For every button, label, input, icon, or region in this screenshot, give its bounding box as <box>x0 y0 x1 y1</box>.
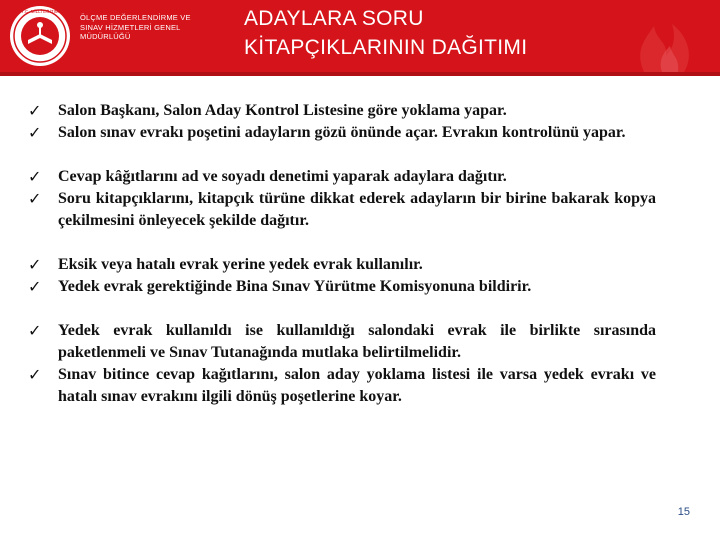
organization-name <box>80 13 230 42</box>
checkmark-icon: ✓ <box>28 255 42 274</box>
title-line: KİTAPÇIKLARININ DAĞITIMI <box>244 36 528 59</box>
checkmark-icon: ✓ <box>28 101 42 120</box>
item-text: Yedek evrak kullanıldı ise kullanıldığı salondaki evrak ile birlikte sırasında paketlenmeli ve Sınav Tutanağında mutlaka belirtilmelidir. <box>58 322 656 361</box>
list-item <box>28 122 656 144</box>
item-text: Sınav bitince cevap kağıtlarını, salon aday yoklama listesi ile varsa yedek evrakı ve hatalı sınav evrakını ilgili dönüş poşetlerine koyar. <box>58 366 656 405</box>
svg-text:T.C. MİLLÎ EĞİTİM: T.C. MİLLÎ EĞİTİM <box>21 9 59 14</box>
checkmark-icon: ✓ <box>28 277 42 296</box>
checkmark-icon: ✓ <box>28 321 42 340</box>
slide-header <box>0 0 720 72</box>
item-text: Eksik veya hatalı evrak yerine yedek evrak kullanılır. <box>58 256 423 273</box>
list-item <box>28 166 656 188</box>
checkmark-icon: ✓ <box>28 123 42 142</box>
header-underline <box>0 72 720 76</box>
list-item <box>28 276 656 298</box>
bullet-group <box>28 254 656 298</box>
list-item <box>28 254 656 276</box>
list-item <box>28 100 656 122</box>
flame-decoration-icon <box>584 0 720 72</box>
bullet-group <box>28 166 656 232</box>
item-text: Cevap kâğıtlarını ad ve soyadı denetimi yaparak adaylara dağıtır. <box>58 168 507 185</box>
item-text: Salon sınav evrakı poşetini adayların gözü önünde açar. Evrakın kontrolünü yapar. <box>58 124 626 141</box>
org-line: MÜDÜRLÜĞÜ <box>80 32 131 41</box>
checkmark-icon: ✓ <box>28 365 42 384</box>
list-item <box>28 364 656 408</box>
checkmark-icon: ✓ <box>28 167 42 186</box>
item-text: Yedek evrak gerektiğinde Bina Sınav Yürütme Komisyonuna bildirir. <box>58 278 532 295</box>
bullet-list <box>28 100 656 430</box>
meb-emblem-icon <box>8 4 72 68</box>
org-line: ÖLÇME DEĞERLENDİRME VE <box>80 13 191 22</box>
list-item <box>28 320 656 364</box>
page-number: 15 <box>677 506 690 518</box>
bullet-group <box>28 100 656 144</box>
list-item <box>28 188 656 232</box>
title-line: ADAYLARA SORU <box>244 7 424 30</box>
org-line: SINAV HİZMETLERİ GENEL <box>80 22 181 32</box>
bullet-group <box>28 320 656 408</box>
item-text: Soru kitapçıklarını, kitapçık türüne dikkat ederek adayların bir birine bakarak kopya çekilmesini önleyecek şekilde dağıtır. <box>58 190 656 229</box>
checkmark-icon: ✓ <box>28 189 42 208</box>
item-text: Salon Başkanı, Salon Aday Kontrol Listesine göre yoklama yapar. <box>58 102 507 119</box>
